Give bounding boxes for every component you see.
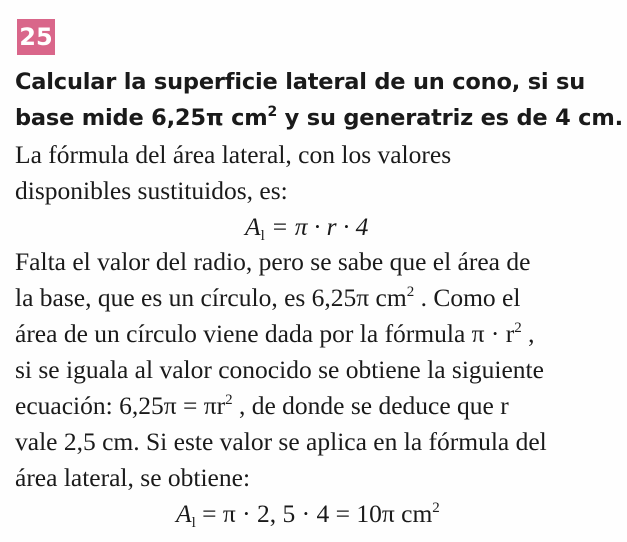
paragraph-line bbox=[15, 280, 615, 316]
problem-statement-line-1: Calcular la superficie lateral de un cono, si su bbox=[15, 69, 586, 95]
exponent: 2 bbox=[406, 284, 415, 300]
exponent: 2 bbox=[267, 104, 278, 120]
paragraph-2 bbox=[15, 244, 615, 496]
paragraph-text: ecuación: 6,25π = πr bbox=[15, 391, 226, 420]
problem-statement bbox=[15, 64, 623, 136]
paragraph-text: , de donde se deduce que r bbox=[232, 391, 509, 420]
lateral-area-formula bbox=[245, 209, 368, 245]
paragraph-line: La fórmula del área lateral, con los valores bbox=[15, 140, 452, 169]
paragraph-line: disponibles sustituidos, es: bbox=[15, 176, 288, 205]
formula-subscript: l bbox=[191, 515, 196, 531]
problem-statement-text: y su generatriz es de 4 cm. bbox=[277, 105, 623, 131]
formula-subscript: l bbox=[260, 228, 265, 244]
formula-symbol: A bbox=[245, 212, 261, 241]
formula-expression: = π · r · 4 bbox=[264, 212, 369, 241]
paragraph-line: vale 2,5 cm. Si este valor se aplica en la fórmula del bbox=[15, 427, 547, 456]
paragraph-text: la base, que es un círculo, es 6,25π cm bbox=[15, 283, 407, 312]
exponent: 2 bbox=[225, 392, 233, 408]
problem-statement-text: base mide 6,25π cm bbox=[15, 105, 268, 131]
paragraph-text: área de un círculo viene dada por la fórmula π · r bbox=[15, 319, 515, 348]
problem-statement-line-2 bbox=[15, 100, 623, 136]
paragraph-line: Falta el valor del radio, pero se sabe que el área de bbox=[15, 247, 531, 276]
paragraph-text: . Como el bbox=[414, 283, 521, 312]
paragraph-line: si se iguala al valor conocido se obtiene la siguiente bbox=[15, 355, 544, 384]
paragraph-line bbox=[15, 388, 615, 424]
lateral-area-result-formula bbox=[176, 496, 440, 532]
formula-symbol: A bbox=[176, 499, 192, 528]
exponent: 2 bbox=[432, 500, 440, 516]
exponent: 2 bbox=[514, 320, 522, 336]
paragraph-line bbox=[15, 316, 615, 352]
paragraph-text: , bbox=[521, 319, 535, 348]
formula-expression: = π · 2, 5 · 4 = 10π cm bbox=[195, 499, 433, 528]
paragraph-line: área lateral, se obtiene: bbox=[15, 463, 251, 492]
problem-number-badge: 25 bbox=[17, 19, 55, 55]
paragraph-1 bbox=[15, 137, 615, 209]
